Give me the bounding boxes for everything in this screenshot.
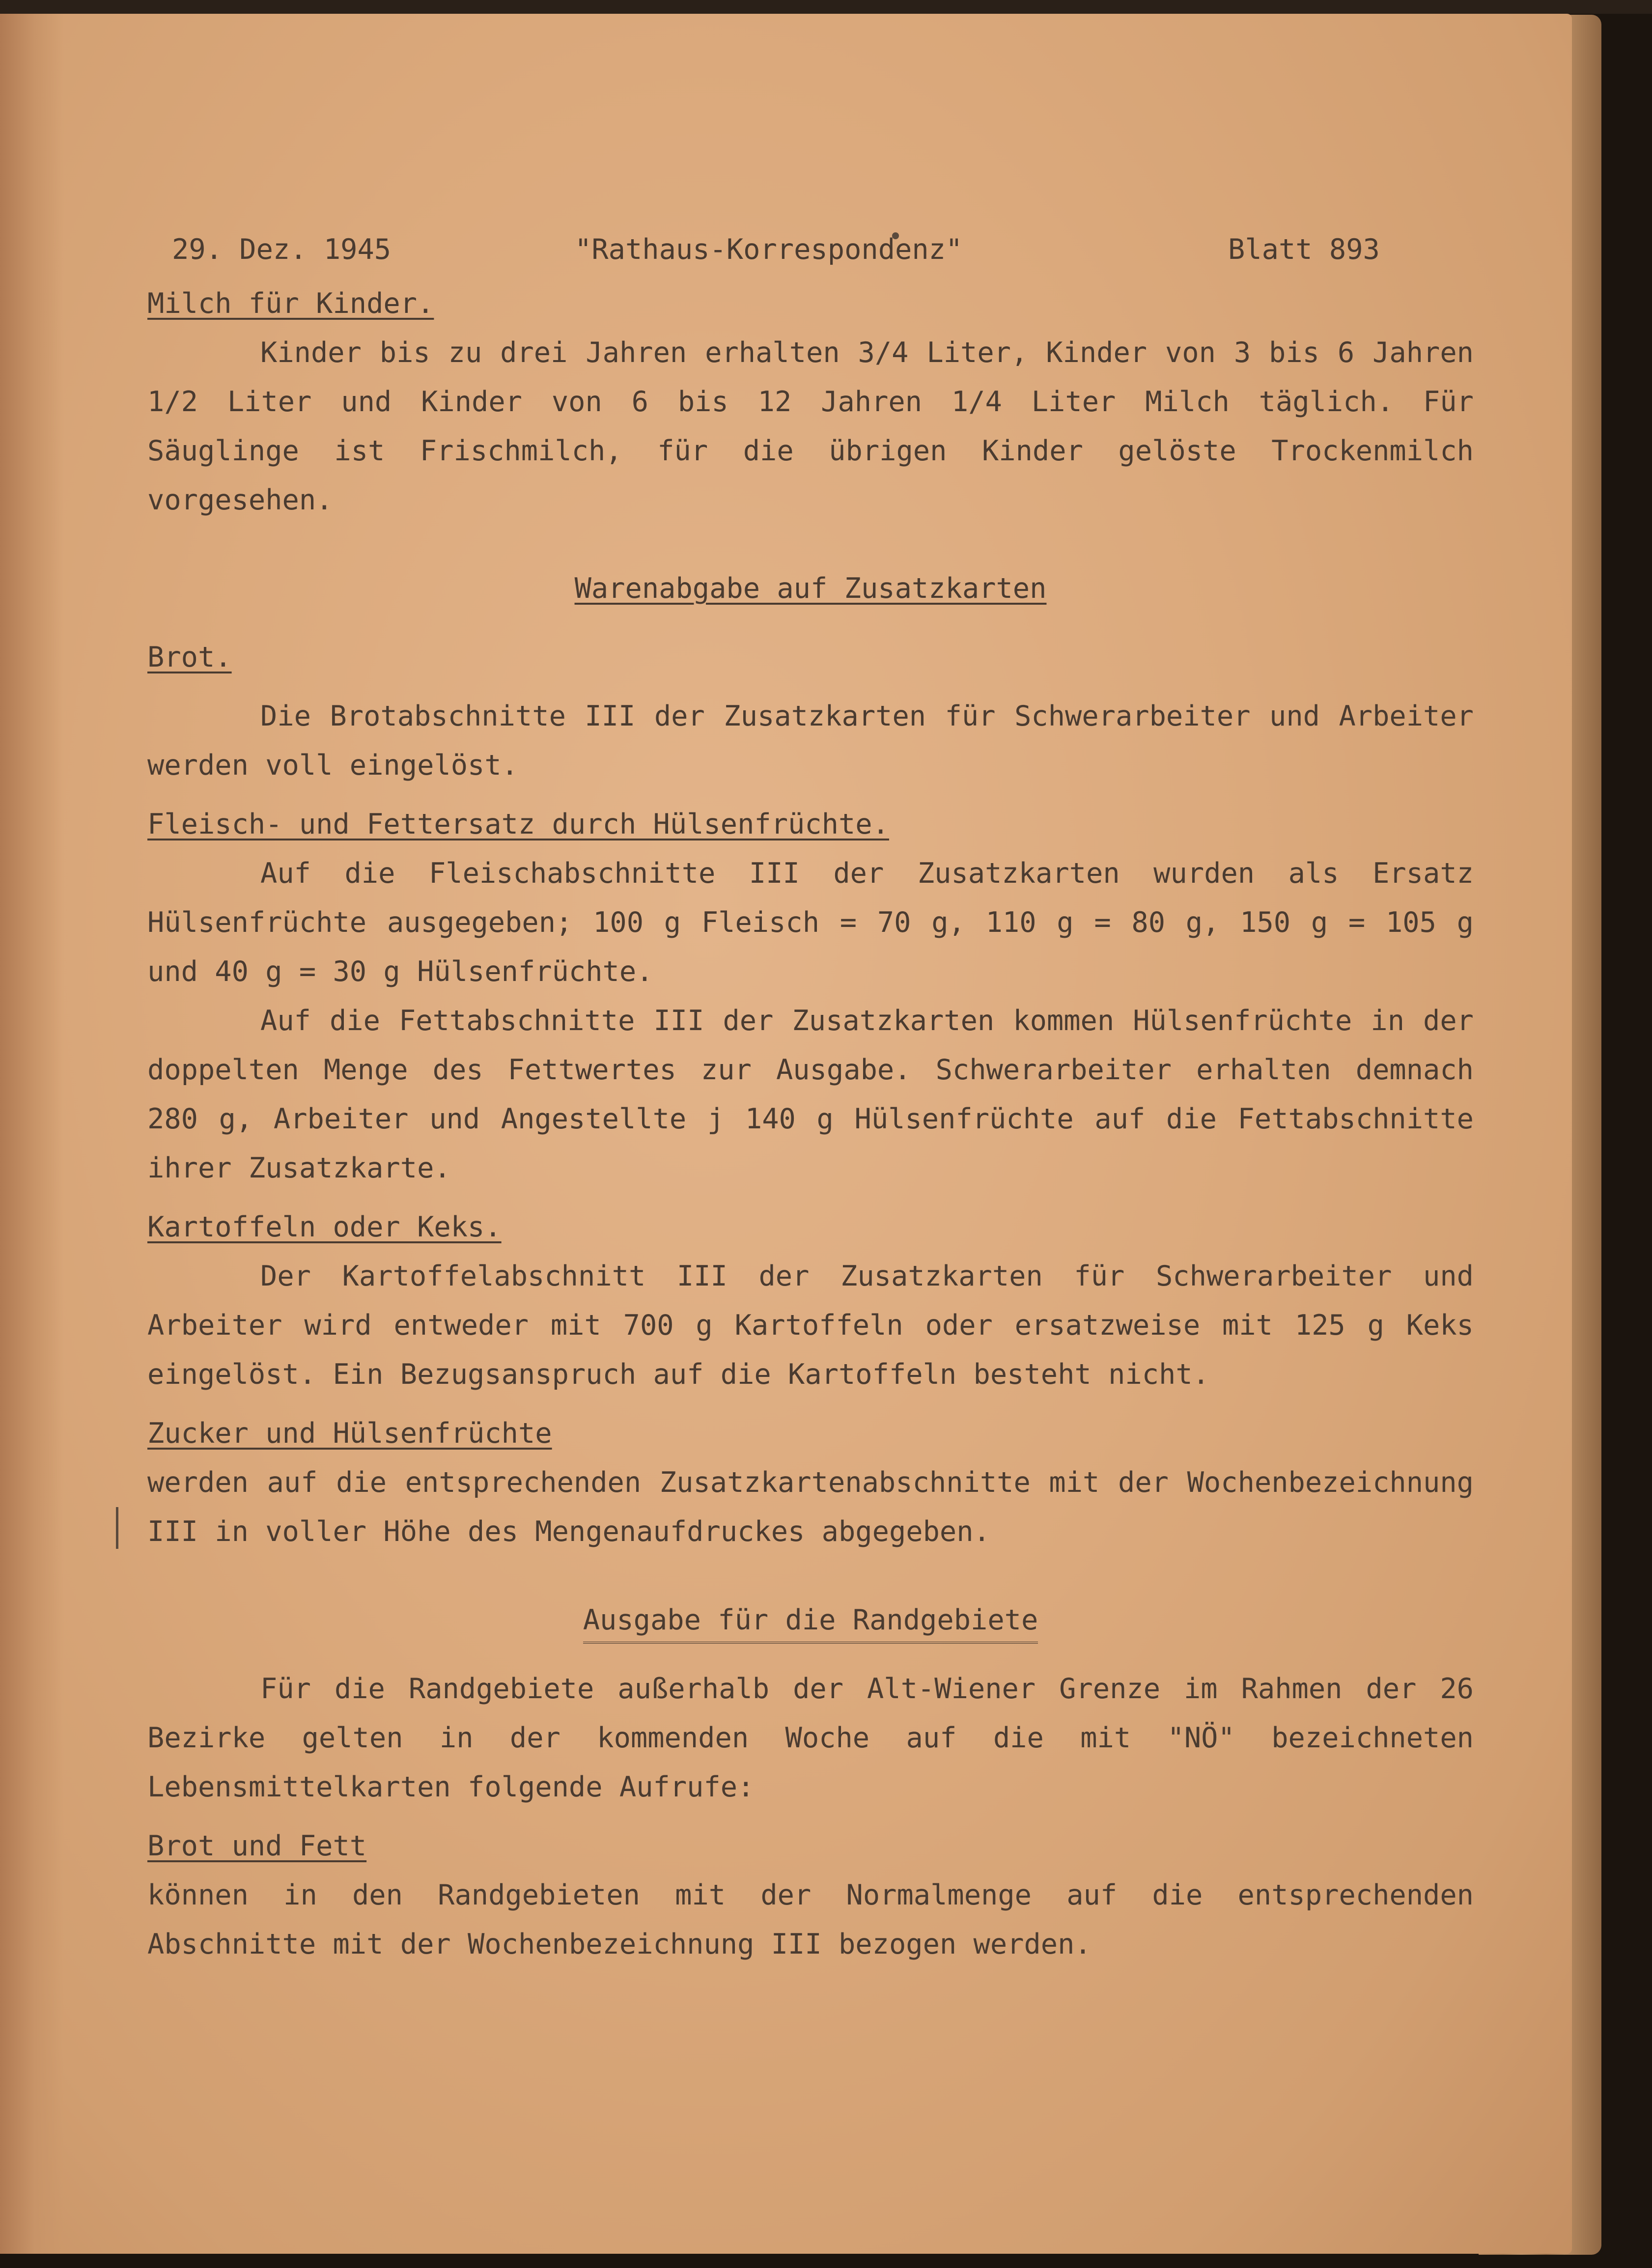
bread-heading: Brot. <box>147 641 232 673</box>
outer-section-title <box>147 1596 1474 1645</box>
document-header <box>147 225 1474 279</box>
supplement-title-text: Warenabgabe auf Zusatzkarten <box>574 572 1047 605</box>
potatoes-paragraph: Der Kartoffelabschnitt III der Zusatzkarten für Schwerarbeiter und Arbeiter wird entweder mit 700 g Kartoffeln oder ersatzweise mit 125 g Keks eingelöst. Ein Bezugsanspruch auf die Kartoffeln besteht nicht. <box>147 1260 1474 1391</box>
supplement-section-title <box>147 564 1474 613</box>
fat-paragraph: Auf die Fettabschnitte III der Zusatzkarten kommen Hülsenfrüchte in der doppelten Menge des Fettwertes zur Ausgabe. Schwerarbeiter erhalten demnach 280 g, Arbeiter und Angestellte j 140 g Hülsenfrüchte auf die Fettabschnitte ihrer Zusatzkarte. <box>147 1005 1474 1184</box>
bread-fat-paragraph: können in den Randgebieten mit der Normalmenge auf die entsprechenden Abschnitte mit der Wochenbezeichnung III bezogen werden. <box>147 1879 1474 1960</box>
header-title: "Rathaus-Korrespondenz" <box>575 233 963 266</box>
scan-border <box>0 0 1652 14</box>
potatoes-heading: Kartoffeln oder Keks. <box>147 1211 502 1243</box>
document-body <box>147 225 1474 1969</box>
bread-paragraph: Die Brotabschnitte III der Zusatzkarten für Schwerarbeiter und Arbeiter werden voll eingelöst. <box>147 700 1474 782</box>
sugar-paragraph: werden auf die entsprechenden Zusatzkartenabschnitte mit der Wochenbezeichnung III in voller Höhe des Mengenaufdruckes abgegeben. <box>147 1466 1474 1548</box>
bread-fat-heading: Brot und Fett <box>147 1830 367 1862</box>
meat-fat-heading: Fleisch- und Fettersatz durch Hülsenfrüchte. <box>147 808 889 840</box>
milk-paragraph: Kinder bis zu drei Jahren erhalten 3/4 Liter, Kinder von 3 bis 6 Jahren 1/2 Liter und Kinder von 6 bis 12 Jahren 1/4 Liter Milch täglich. Für Säuglinge ist Frischmilch, für die übrigen Kinder gelöste Trockenmilch vorgesehen. <box>147 336 1474 516</box>
outer-title-text: Ausgabe für die Randgebiete <box>583 1600 1038 1644</box>
binding-shadow <box>0 14 64 2254</box>
sugar-heading: Zucker und Hülsenfrüchte <box>147 1417 552 1450</box>
outer-intro-paragraph: Für die Randgebiete außerhalb der Alt-Wiener Grenze im Rahmen der 26 Bezirke gelten in der kommenden Woche auf die mit "NÖ" bezeichneten Lebensmittelkarten folgende Aufrufe: <box>147 1673 1474 1803</box>
document-page <box>0 14 1572 2254</box>
milk-heading: Milch für Kinder. <box>147 287 434 320</box>
meat-paragraph: Auf die Fleischabschnitte III der Zusatzkarten wurden als Ersatz Hülsenfrüchte ausgegeben; 100 g Fleisch = 70 g, 110 g = 80 g, 150 g = 105 g und 40 g = 30 g Hülsenfrüchte. <box>147 857 1474 988</box>
margin-tick-mark <box>116 1507 118 1549</box>
header-sheet-number: Blatt 893 <box>1228 233 1380 266</box>
header-date: 29. Dez. 1945 <box>172 233 392 266</box>
